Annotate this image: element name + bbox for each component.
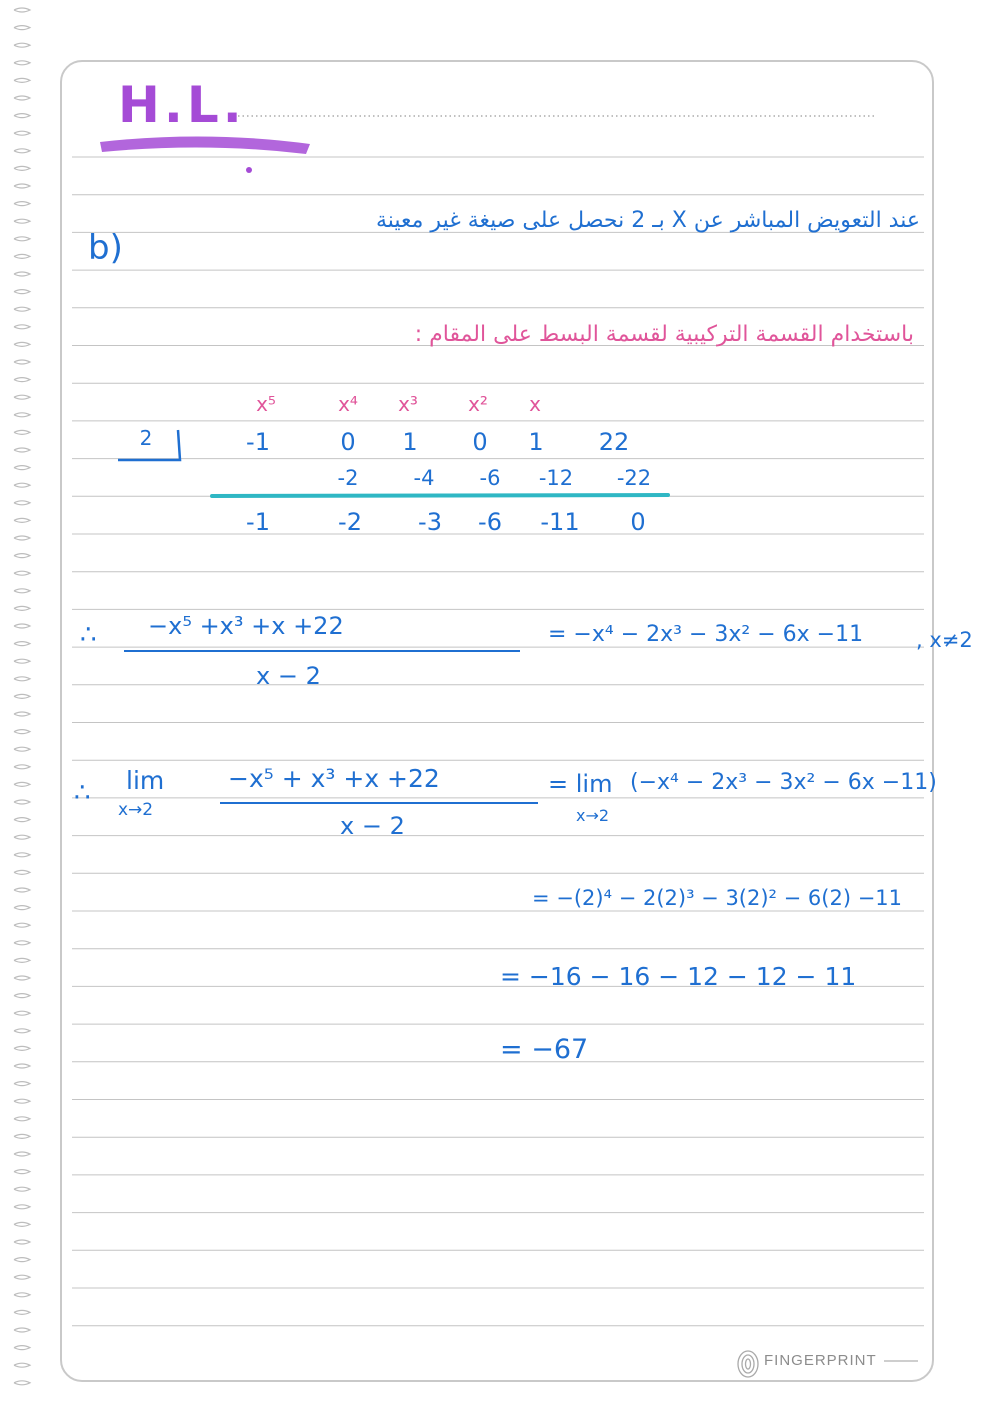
spiral-hole [14, 184, 30, 188]
spiral-hole [14, 290, 30, 294]
spiral-hole [14, 1205, 30, 1209]
spiral-hole [14, 906, 30, 910]
product: -12 [538, 466, 574, 490]
numeric-line: = −16 − 16 − 12 − 12 − 11 [500, 962, 857, 991]
spiral-hole [14, 870, 30, 874]
spiral-hole [14, 1029, 30, 1033]
spiral-hole [14, 800, 30, 804]
product: -2 [337, 466, 359, 490]
spiral-hole [14, 518, 30, 522]
therefore-symbol: ∴ [80, 620, 97, 650]
spiral-hole [14, 448, 30, 452]
variable-x: x [529, 392, 541, 416]
product: -4 [413, 466, 435, 490]
result: -6 [478, 508, 502, 536]
variable-x4: x⁴ [338, 392, 358, 416]
spiral-hole [14, 1240, 30, 1244]
fingerprint-icon [736, 1349, 760, 1379]
intro-statement: عند التعويض المباشر عن X بـ 2 نحصل على صيغة غير معينة [375, 208, 920, 233]
rhs-lim-subscript: x→2 [576, 806, 610, 825]
spiral-hole [14, 1328, 30, 1332]
initials-heading: H.L. [118, 76, 246, 134]
coefficient: 22 [598, 428, 630, 456]
spiral-hole [14, 254, 30, 258]
quotient-denominator: x − 2 [256, 662, 321, 690]
spiral-hole [14, 1293, 30, 1297]
variable-x5: x⁵ [256, 392, 276, 416]
spiral-hole [14, 1099, 30, 1103]
spiral-hole [14, 96, 30, 100]
spiral-hole [14, 43, 30, 47]
spiral-hole [14, 307, 30, 311]
spiral-hole [14, 395, 30, 399]
lim-word: lim [126, 766, 165, 795]
quotient-result: = −x⁴ − 2x³ − 3x² − 6x −11 [548, 622, 864, 647]
spiral-hole [14, 26, 30, 30]
product: -6 [479, 466, 501, 490]
spiral-hole [14, 923, 30, 927]
spiral-hole [14, 1082, 30, 1086]
spiral-hole [14, 1152, 30, 1156]
spiral-hole [14, 694, 30, 698]
spiral-hole [14, 712, 30, 716]
spiral-hole [14, 782, 30, 786]
spiral-hole [14, 589, 30, 593]
spiral-hole [14, 131, 30, 135]
spiral-hole [14, 1187, 30, 1191]
spiral-hole [14, 835, 30, 839]
spiral-hole [14, 166, 30, 170]
spiral-hole [14, 818, 30, 822]
dotted-header-line [238, 112, 878, 120]
spiral-hole [14, 325, 30, 329]
notebook-page [60, 60, 934, 1382]
spiral-hole [14, 888, 30, 892]
spiral-hole [14, 571, 30, 575]
spiral-hole [14, 1046, 30, 1050]
spiral-hole [14, 78, 30, 82]
sum-line [210, 492, 672, 500]
spiral-hole [14, 1064, 30, 1068]
domain-condition: , x≠2 [916, 628, 973, 652]
spiral-hole [14, 1346, 30, 1350]
spiral-hole [14, 730, 30, 734]
fraction-bar [124, 650, 520, 652]
spiral-hole [14, 8, 30, 12]
spiral-hole [14, 642, 30, 646]
spiral-hole [14, 994, 30, 998]
ruled-lines [62, 62, 936, 1384]
spiral-hole [14, 976, 30, 980]
spiral-hole [14, 1310, 30, 1314]
spiral-hole [14, 554, 30, 558]
brand-rule [884, 1359, 920, 1363]
product: -22 [616, 466, 652, 490]
result: -3 [418, 508, 442, 536]
spiral-hole [14, 606, 30, 610]
divisor: 2 [139, 426, 153, 450]
quotient-numerator: −x⁵ +x³ +x +22 [148, 612, 344, 640]
spiral-hole [14, 1275, 30, 1279]
spiral-hole [14, 114, 30, 118]
highlighter-underline [96, 128, 326, 178]
variable-x2: x² [468, 392, 488, 416]
spiral-hole [14, 1170, 30, 1174]
coefficient: 0 [472, 428, 488, 456]
spiral-hole [14, 1381, 30, 1385]
coefficient: -1 [246, 428, 270, 456]
spiral-hole [14, 61, 30, 65]
spiral-hole [14, 853, 30, 857]
rhs-polynomial: (−x⁴ − 2x³ − 3x² − 6x −11) [630, 770, 937, 795]
spiral-hole [14, 659, 30, 663]
spiral-hole [14, 342, 30, 346]
coefficient: 1 [528, 428, 544, 456]
division-bracket [116, 428, 186, 464]
spiral-hole [14, 941, 30, 945]
variable-x3: x³ [398, 392, 418, 416]
spiral-hole [14, 536, 30, 540]
spiral-hole [14, 1363, 30, 1367]
spiral-hole [14, 1258, 30, 1262]
limit-denominator: x − 2 [340, 812, 405, 840]
spiral-hole [14, 1117, 30, 1121]
spiral-hole [14, 466, 30, 470]
spiral-hole [14, 272, 30, 276]
limit-numerator: −x⁵ + x³ +x +22 [228, 764, 440, 793]
therefore-symbol: ∴ [74, 778, 91, 808]
spiral-hole [14, 765, 30, 769]
spiral-hole [14, 677, 30, 681]
spiral-hole [14, 1011, 30, 1015]
spiral-hole [14, 202, 30, 206]
result: -2 [338, 508, 362, 536]
coefficient: 1 [402, 428, 418, 456]
rhs-lim-word: = lim [548, 770, 613, 798]
spiral-hole [14, 219, 30, 223]
result: -1 [246, 508, 270, 536]
result: 0 [630, 508, 646, 536]
spiral-hole [14, 237, 30, 241]
final-result: = −67 [500, 1034, 589, 1065]
method-statement: باستخدام القسمة التركيبية لقسمة البسط على المقام : [414, 322, 914, 347]
spiral-hole [14, 624, 30, 628]
spiral-hole [14, 378, 30, 382]
spiral-hole [14, 430, 30, 434]
spiral-hole [14, 501, 30, 505]
lim-subscript: x→2 [118, 800, 154, 820]
substitution-line: = −(2)⁴ − 2(2)³ − 3(2)² − 6(2) −11 [532, 886, 903, 910]
spiral-hole [14, 958, 30, 962]
spiral-hole [14, 483, 30, 487]
part-label: b) [88, 228, 123, 268]
spiral-hole [14, 747, 30, 751]
spiral-hole [14, 1222, 30, 1226]
brand-logo-text: FINGERPRINT [764, 1352, 877, 1369]
spiral-hole [14, 413, 30, 417]
spiral-hole [14, 1134, 30, 1138]
spiral-hole [14, 149, 30, 153]
spiral-binding [8, 0, 38, 1403]
spiral-hole [14, 360, 30, 364]
result: -11 [540, 508, 580, 536]
fraction-bar [220, 802, 538, 804]
coefficient: 0 [340, 428, 356, 456]
